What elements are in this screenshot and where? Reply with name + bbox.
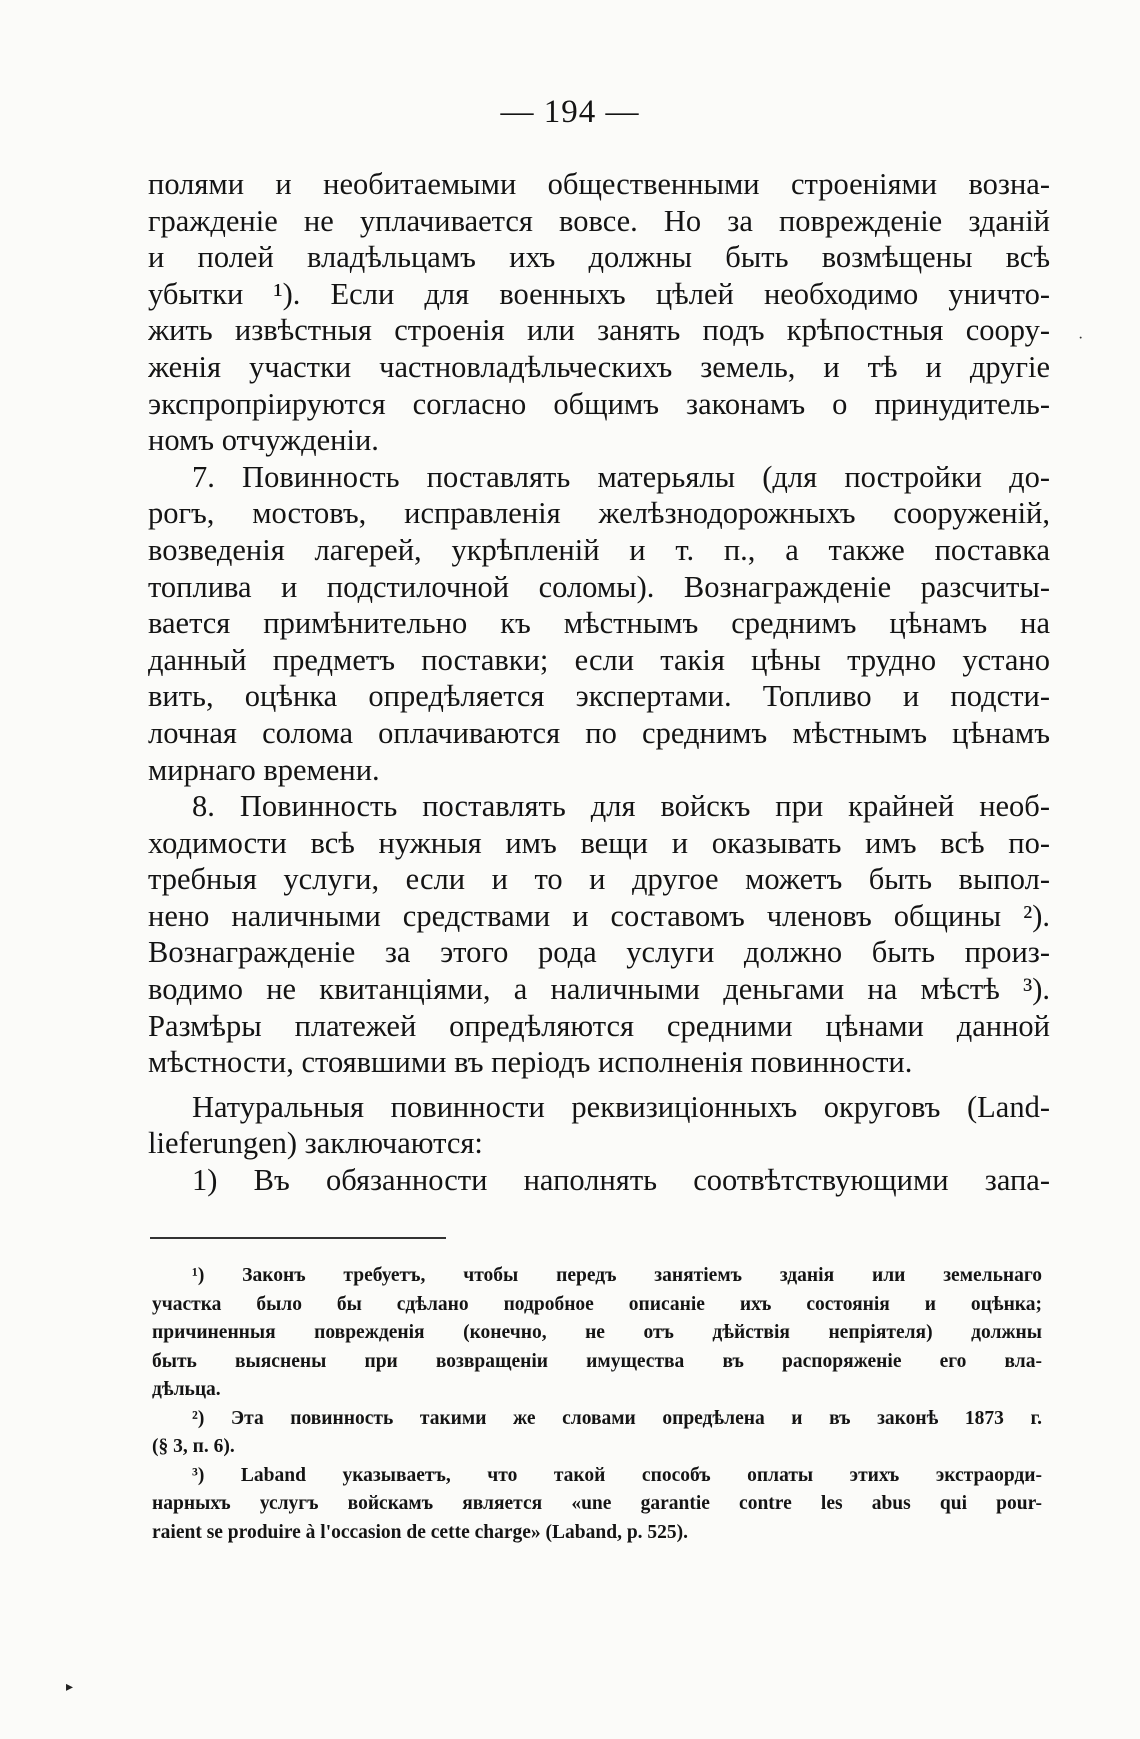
text-line: гражденіе не уплачивается вовсе. Но за поврежденіе зданій	[148, 203, 1050, 238]
text-line: вить, оцѣнка опредѣляется экспертами. Топливо и подсти-	[148, 679, 1050, 714]
text-line: женія участки частновладѣльческихъ земель, и тѣ и другіе	[148, 349, 1050, 384]
footnote-1-line: участка было бы сдѣлано подробное описаніе ихъ состоянія и оцѣнка;	[152, 1293, 1042, 1315]
text-line: рогъ, мостовъ, исправленія желѣзнодорожныхъ сооруженій,	[148, 496, 1050, 531]
text-line: Вознагражденіе за этого рода услуги должно быть произ-	[148, 935, 1050, 970]
paragraph-gap	[148, 1081, 1050, 1089]
text-line: и полей владѣльцамъ ихъ должны быть возмѣщены всѣ	[148, 240, 1050, 275]
text-line: убытки ¹). Если для военныхъ цѣлей необходимо уничто-	[148, 276, 1050, 311]
text-line: ходимости всѣ нужныя имъ вещи и оказывать имъ всѣ по-	[148, 825, 1050, 860]
text-line: данный предметъ поставки; если такія цѣны трудно устано	[148, 642, 1050, 677]
margin-dot: ·	[1078, 330, 1084, 347]
footnotes	[152, 1262, 1042, 1547]
scan-corner-mark: ▸	[66, 1680, 74, 1695]
footnote-1-line: дѣльца.	[152, 1379, 221, 1400]
paragraph-7-start: 7. Повинность поставлять матерьялы (для постройки до-	[192, 459, 1050, 494]
text-line: жить извѣстныя строенія или занять подъ крѣпостныя соору-	[148, 313, 1050, 348]
text-line: экспропріируются согласно общимъ законамъ о принудитель-	[148, 386, 1050, 421]
text-line: лочная солома оплачиваются по среднимъ мѣстнымъ цѣнамъ	[148, 715, 1050, 750]
paragraph-natural-duties-start: Натуральныя повинности реквизиціонныхъ округовъ (Land-	[192, 1089, 1050, 1124]
footnote-separator	[150, 1237, 446, 1239]
footnote-3-line: нарныхъ услугъ войскамъ является «une garantie contre les abus qui pour-	[152, 1493, 1042, 1514]
footnote-1-line: причиненныя поврежденія (конечно, не отъ дѣйствія непріятеля) должны	[152, 1322, 1042, 1343]
text-line: Размѣры платежей опредѣляются средними цѣнами данной	[148, 1008, 1050, 1043]
text-line: lieferungen) заключаются:	[148, 1126, 483, 1161]
text-line: водимо не квитанціями, а наличными деньгами на мѣстѣ ³).	[148, 972, 1050, 1007]
footnote-2-line: (§ 3, п. 6).	[152, 1436, 235, 1457]
text-line: мирнаго времени.	[148, 752, 380, 787]
footnote-3-line: raient se produire à l'occasion de cette charge» (Laband, p. 525).	[152, 1521, 689, 1543]
text-line: нено наличными средствами и составомъ членовъ общины ²).	[148, 898, 1050, 933]
text-line: мѣстности, стоявшими въ періодъ исполненія повинности.	[148, 1045, 913, 1080]
page-number: — 194 —	[500, 94, 640, 130]
footnote-1-line: быть выяснены при возвращеніи имущества въ распоряженіе его вла-	[152, 1350, 1042, 1372]
footnote-3-line: ³) Laband указываетъ, что такой способъ оплаты этихъ экстраорди-	[192, 1464, 1042, 1486]
list-item-1: 1) Въ обязанности наполнять соотвѣтствующими запа-	[192, 1163, 1050, 1198]
text-line: вается примѣнительно къ мѣстнымъ среднимъ цѣнамъ на	[148, 606, 1050, 641]
text-line: требныя услуги, если и то и другое можетъ быть выпол-	[148, 862, 1050, 897]
text-line: топлива и подстилочной соломы). Вознагражденіе разсчиты-	[148, 569, 1050, 604]
footnote-1-line: ¹) Законъ требуетъ, чтобы передъ занятіемъ зданія или земельнаго	[192, 1265, 1042, 1286]
text-line: возведенія лагерей, укрѣпленій и т. п., а также поставка	[148, 532, 1050, 567]
footnote-2-line: ²) Эта повинность такими же словами опредѣлена и въ законѣ 1873 г.	[192, 1407, 1042, 1429]
text-line: номъ отчужденіи.	[148, 423, 379, 458]
paragraph-8-start: 8. Повинность поставлять для войскъ при крайней необ-	[192, 789, 1050, 824]
body-text	[148, 166, 1050, 1199]
text-line: полями и необитаемыми общественными строеніями возна-	[148, 167, 1050, 201]
